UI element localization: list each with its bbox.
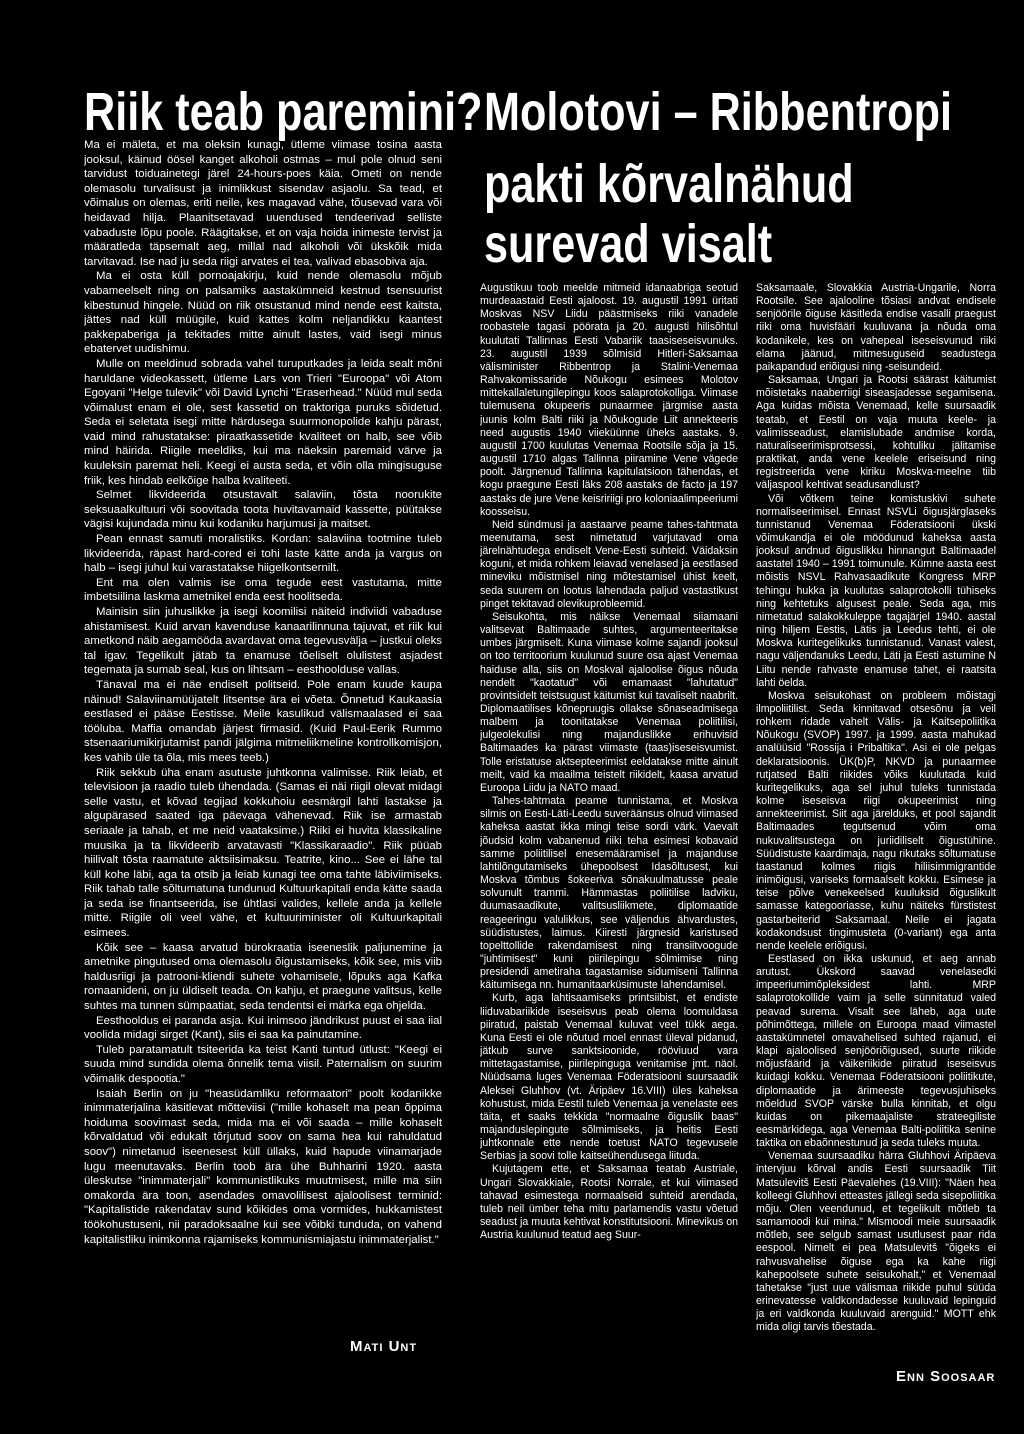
right-article-body-col-1: [480, 282, 738, 1392]
author-name-part: NT: [400, 1342, 418, 1354]
article-paragraph: Kurb, aga lahtisaamiseks printsiibist, et endiste liiduvabariikide iseseisvus peab olema loomuldasa piiratud, paistab Venemaal kuluvat veel tükk aega. Kuna Eesti ei ole nõutud moel ennast üleval pidanud, jätkub surve sanktsioonide, rööviuud vara mittetagastamise, piirilepinguga venitamise jmt. näol. Nüüdsama luges Venemaa Föderatsiooni suursaadik Aleksei Gluhhov (vt. Äripäev 16.VIII) üles kaheksa kohustust, mida Eestil tuleb Venemaa ja venelaste ees täita, et saaks tekkida "normaalne õiguslik baas" majanduslepingute sõlmimiseks, ja heitis Eesti juhtkonnale ette nende toetust NATO tegevusele Serbias ja soovi tolle kaitseühendusega liituda.: [480, 992, 738, 1163]
article-paragraph: Selmet likvideerida otsustavalt salaviin, tõsta noorukite seksuaalkultuuri või soovitada toota huvitavamaid kassette, püütakse vägisi kujundada minu kui kodaniku harjumusi ja maitset.: [84, 489, 442, 531]
article-paragraph: Pean ennast samuti moralistiks. Kordan: salaviina tootmine tuleb likvideerida, räpast hard-cored ei tohi laste kätte anda ja vargus on halb – isegi juhul kui varastatakse hiigelkontsernilt.: [84, 533, 442, 575]
author-name-part: NN: [907, 1372, 925, 1384]
article-paragraph: Moskva seisukohast on probleem mõistagi ilmpoliitilist. Seda kinnitavad otsesõnu ja veil rohkem ridade vahelt Välis- ja Kaitsepoliitika Nõukogu (SVOP) 1997. ja 1999. aasta mahukad analüüsid "Rossija i Pribaltika". Asi ei ole pelgas deklaratsioonis. ÜK(b)P, NKVD ja punaarmee rutjatsed Balti riikides võiks kuulutada kuid kuritegelikuks, aga sel juhul tuleks tunnistada kolme iseseisva riigi okupeerimist ning annekteerimist. Siit aga järelduks, et pool sajandit Baltimaades tegutsenud võim oma nukuvalitsustega on juriidiliselt õigustühine. Süüdistuste kaardimaja, nagu rikutaks sõltumatuse taastanud kolmes riigis hiliisimmigrantide inimõigusi, variseks formaalselt kokku. Esimese ja teise põlve venekeelsed kuuluksid õiguslikult samasse kategooriasse, kuhu näiteks fürstistest gastarbeiterid Saksamaal. Neile ei jagata kodakondsust tingimusteta (0-variant) ega anta nende keelele eriõigusi.: [756, 689, 996, 952]
article-paragraph: Augustikuu toob meelde mitmeid idanaabriga seotud murdeaastaid Eesti ajaloost. 19. augustil 1991 üritati Moskvas NSV Liidu päästmiseks riiki vanadele roobastele tagasi pöörata ja 20. augusti hilisõhtul kuulutati Tallinnas Eesti Vabariik taasiseseisvunuks. 23. augustil 1939 sõlmisid Hitleri-Saksamaa välisminister Ribbentrop ja Stalini-Venemaa Rahvakomissaride Nõukogu esimees Molotov mittekallaletungilepingu koos salaprotokolliga. Viimase tulemusena okupeeris punaarmee järgmise aasta juunis kolm Balti riiki ja Nõukogude Liit annekteeris need augustis 1940 viieküünne üheks aastaks. 9. augustil 1700 kuulutas Venemaa Rootsile sõja ja 15. augustil 1710 algas Tallinna piiramine Vene vägede poolt. Järgnenud Tallinna kapitulatsioon tähendas, et kogu praegune Eesti läks 208 aastaks de facto ja 197 aastaks de jure Vene keisririigi pro koloniaalimpeeriumi koosseisu.: [480, 282, 738, 518]
article-paragraph: Neid sündmusi ja aastaarve peame tahes-tahtmata meenutama, sest nimetatud varjutavad oma järelnähtudega endiselt Vene-Eesti suhteid. Väidaksin koguni, et mida rohkem leiavad venelased ja eestlased mineviku mõistmisel ning mõtestamisel ühist keelt, seda suurem on lootus lahendada paljud vastastikust pinget tekitavad olevikuprobleemid.: [480, 518, 738, 610]
right-article-author: [896, 1368, 995, 1385]
article-paragraph: Kujutagem ette, et Saksamaa teatab Austriale, Ungari Slovakkiale, Rootsi Norrale, et kui viimased tahavad esimestega normaalseid suhteid arendada, tuleb neil ümber teha mitu parlamendis vastu võetud seadust ja muuta kehtivat konstitutsiooni. Minevikus on Austria kuulunud teatud aeg Suur-: [480, 1163, 738, 1242]
article-paragraph: Eesthooldus ei paranda asja. Kui inimsoo jändrikust puust ei saa iial voolida midagi sirget (Kant), siis ei saa ka painutamine.: [84, 1014, 442, 1042]
article-paragraph: Tänaval ma ei näe endiselt politseid. Pole enam kuude kaupa näinud! Salaviinamüüjatelt litsentse ära ei võeta. Õnnetud Kaukaasia eestlased ei pääse Eestisse. Meile kasulikud välismaalased ei saa tööluba. Maffia omandab järjest firmasid. (Kuid Paul-Eerik Rummo stsenaariumikirjutamist pandi jälgima mitmeliikmeline kontrollkomisjon, kes vahib üle ta õla, mis mees teeb.): [84, 678, 442, 764]
author-name-part: OOSAAR: [941, 1372, 996, 1384]
article-paragraph: Ma ei osta küll pornoajakirju, kuid nende olemasolu mõjub vabameelselt ning on palsamiks aastakümneid kestnud tsensuurist kibestunud hingele. Nüüd on riik otsustanud mind nende eest kaitsta, jättes nad küll müügile, kuid kattes kolm neljandikku kaantest pakkepaberiga ja tekitades mitte ainult lastes, vaid isegi minus ebatervet uudishimu.: [84, 270, 442, 356]
article-paragraph: Ma ei mäleta, et ma oleksin kunagi, ütleme viimase tosina aasta jooksul, käinud öösel kanget alkoholi ostmas – mul pole olnud seni tarvidust toiduainetegi järel 24-hours-poes käia. Ometi on nende olemasolu turvalisust ja inimlikkust sisendav asjaolu. Sa tead, et võimalus on olemas, eriti neile, kes magavad vähe, tõusevad vara või heidavad hilja. Plaanitsetavad uuendused tendeerivad selliste vabaduste lõpu poole. Räägitakse, et on vaja hoida inimeste tervist ja määratleda täpsemalt aeg, millal nad alkoholi või ükskõik mida tarvitavad. Ise nad ju seda riigi arvates ei tea, valivad ebasobiva aja.: [84, 139, 442, 268]
article-paragraph: Tuleb paratamatult tsiteerida ka teist Kanti tuntud ütlust: "Keegi ei suuda mind sundida olema õnnelik tema viisil. Paternalism on suurim võimalik despootia.": [84, 1043, 442, 1085]
author-initial: E: [896, 1368, 908, 1385]
article-paragraph: Või võtkem teine komistuskivi suhete normaliseerimisel. Ennast NSVLi õigusjärglaseks tunnistanud Venemaa Föderatsiooni ükski võimukandja ei ole möödunud kaheksa aasta jooksul andnud õiguslikku hinnangut Baltimaadel aastatel 1940 – 1991 toimunule. Kümne aasta eest mõistis NSVL Rahvasaadikute Kongress MRP tehingu hukka ja kuulutas salaprotokolli tühiseks ning kehtetuks algusest peale. Seda aga, mis nimetatud salakokkuleppe tagajärjel 1940. aastal ning hiljem Eestis, Lätis ja Leedus tehti, ei ole Moskva kuritegelikuks tunnistanud. Vanast valest, nagu väljendanuks Leedu, Läti ja Eesti astumine N Liitu nende rahvaste enamuse tahet, ei raatsita lahti öelda.: [756, 492, 996, 689]
article-paragraph: Isaiah Berlin on ju "heasüdamliku reformaatori" poolt kodanikke inimmaterjalina käsitlevat mõtteviisi ("mille kohaselt ma pean õppima hoiduma soovimast seda, mida ma ei või saada – mille kohaselt kõrvaldatud või edukalt tõrjutud soov on sama hea kui rahuldatud soov") nimetanud iseenesest küll üllaks, kuid hapude viinamarjade lugu meenutavaks. Berlin toob ära ühe Buhharini 1920. aasta üleskutse "inimmaterjali" kommunistlikuks muutmisest, mille ma siin omakorda ära toon, asendades omavolilisest ajaloolisest terminid: "Kapitalistide rakendatav sund kõikides oma vormides, hukkamistest töökohustuseni, nii paradoksaalne kui see võibki tunduda, on vahend kapitalistliku inimkonna rajamiseks kommunismiajastu inimmaterjalist.": [84, 1087, 442, 1246]
author-initial: U: [388, 1338, 401, 1355]
article-paragraph: Seisukohta, mis näikse Venemaal siiamaani valitsevat Baltimaade suhtes, argumenteeritakse umbes järgmiselt. Kuna viimase kolme sajandi jooksul on too territoorium kuulunud suure osa ajast Venemaa haiduse alla, siis on Moskval ajaloolise õigus nõuda nendelt "kaotatud" või emamaast "lahutatud" provintsidelt teistsugust käitumist kui tavaliselt naabrilt. Diplomaatilises kõnepruugis ollakse sõnaseadmisega malbem ja toonitatakse Venemaa poliitilisi, julgeolekulisi ning majanduslikke erihuvisid Baltimaades ka pärast viimaste (taas)iseseisvumist. Tolle eristatuse aktsepteerimist eeldatakse mitte ainult meilt, vaid ka maailma teistelt riikidelt, kaasa arvatud Euroopa Liidu ja NATO maad.: [480, 610, 738, 794]
article-paragraph: Mainisin siin juhuslikke ja isegi koomilisi näiteid indiviidi vabaduse ahistamisest. Kuid arvan kavenduse kanaarilinnuna tajuvat, et riik kui ametkond näib aegamööda avardavat oma tegevusvälja – justkui oleks tal igav. Tegelikult jätab ta enamuse tõeliselt olulistest asjadest tegemata ja sumab seal, kus on lihtsam – eesthoolduse vallas.: [84, 606, 442, 677]
right-article-headline-line-3: surevad visalt: [484, 214, 773, 274]
author-name-part: ATI: [363, 1342, 384, 1354]
right-article-headline-line-1: Molotovi – Ribbentropi: [484, 82, 952, 142]
right-article-headline-line-2: pakti kõrvalnähud: [484, 154, 854, 214]
left-article-headline: Riik teab paremini?: [84, 82, 483, 142]
article-paragraph: Kõik see – kaasa arvatud bürokraatia iseeneslik paljunemine ja ametnike pingutused oma olemasolu õigustamiseks, kõik see, mis viib haldusriigi ja patrooni-kliendi suhete vohamisele, lõpuks aga Kafka romaanideni, on ju üldiselt teada. On kahju, et praegune valitsus, kelle suhtes ma tunnen sümpaatiat, seda tendentsi ei märka ega ohjelda.: [84, 941, 442, 1013]
article-paragraph: Riik sekkub üha enam asutuste juhtkonna valimisse. Riik leiab, et televisioon ja raadio tuleb ühendada. (Samas ei näi riigil olevat midagi selle vastu, et kõvad tegijad kokkuhoiu eesmärgil lahti lastakse ja algupärased saated iga päevaga vähenevad. Riik ise armastab seriaale ja tahab, et me neid vaataksime.) Riiki ei huvita klassikaline muusika ja ta likvideerib arvatavasti "Klassikaraadio". Riik püüab hiilivalt tõsta raamatute aktsiisimaksu. Teatrite, kino... See ei lähe tal küll kohe läbi, aga ta otsib ja leiab kunagi tee oma tahte läbiviimiseks. Riik tahab talle sõltumatuna tundunud Kultuurkapitali enda kätte saada ja seda ise finantseerida, ise ühtlasi valides, kellele anda ja kellele mitte. Riigile oli veel vähe, et kultuuriminister oli Kultuurkapitali esimees.: [84, 766, 442, 940]
article-paragraph: Saksamaa, Ungari ja Rootsi säärast käitumist mõistetaks naaberriigi siseasjadesse segamisena. Aga kuidas mõista Venemaad, kelle suursaadik teatab, et Eestil on vaja muuta keele- ja valimisseadust, elamislubade andmise korda, naturaliseerimisprotsessi, kohtuliku jälitamise praktikat, anda vene keelele eriseisund ning registreerida vene kiriku Moskva-meelne tiib väljaspool kehtivat seadusandlust?: [756, 374, 996, 492]
article-paragraph: Ent ma olen valmis ise oma tegude eest vastutama, mitte imbetsiilina laskma ametnikel enda eest hoolitseda.: [84, 576, 442, 604]
left-article-body: [84, 138, 442, 1378]
left-article-author: [350, 1338, 417, 1355]
right-article-body-col-2: [756, 282, 996, 1372]
author-initial: M: [350, 1338, 364, 1355]
article-paragraph: Saksamaale, Slovakkia Austria-Ungarile, Norra Rootsile. See ajalooline tõsiasi andvat endisele senjöörile õiguse käsitleda endise vasalli praegust riiki oma huvisfääri kuuluvana ja nõuda oma kodanikele, kes on vahepeal iseseisvunud riiki elama jäänud, mitmesuguseid seadustega paikapandud eriõigusi ning -seisundeid.: [756, 282, 996, 373]
author-initial: S: [930, 1368, 942, 1385]
article-paragraph: Tahes-tahtmata peame tunnistama, et Moskva silmis on Eesti-Läti-Leedu suveräänsus olnud viimased kaheksa aastat ikka mingi teise sordi värk. Vaevalt jõudsid kolm vabanenud riiki teha esimesi kobavaid samme poliitilisel enesemääramisel ja majanduse lahtilõngutamiseks ühepoolsest Idasõltusest, kui Moskva tõmbus šokeeriva sõnakuulmatusse peale solvunult trammi. Hämmastas poliitilise ladviku, duumasaadikute, valitsusliikmete, diplomaatide reageeringu valulikkus, see väljendus ähvardustes, süüdistustes, laimus. Kiiresti järgnesid karistused topelttollide rakendamisest ning transiitvoogude "juhtimisest" kuni piirilepingu sõlmimise ning presidendi ametiraha tagastamise sidumiseni Tallinna käitumisega nn. humanitaarküsimuste lahendamisel.: [480, 795, 738, 992]
article-paragraph: Eestlased on ikka uskunud, et aeg annab arutust. Ükskord saavad venelasedki impeeriumimõpleksidest lahti. MRP salaprotokollide vaim ja selle sünnitatud valed peavad surema. Visalt see läheb, aga uute põhimõttega, millele on Euroopa maad viimastel aastakümnetel omavahelised suhted rajanud, ei klapi ajaloolised senjööriõigused, suurte riikide mõjusfäärid ja väikeriikide piiratud iseseisvus kuidagi kokku. Venemaa Föderatsiooni poliitikute, diplomaatide ja ärimeeste tegevusjuhiseks mõeldud SVOP värske bulla kinnitab, et olgu kuidas on pikemaajaliste strateegiliste eesmärkidega, aga Venemaa Balti-poliitika senine taktika on ebaõnnestunud ja seda tuleks muuta.: [756, 952, 996, 1150]
article-paragraph: Mulle on meeldinud sobrada vahel turuputkades ja leida sealt mõni haruldane videokassett, ütleme Lars von Trieri "Euroopa" või Atom Egoyani "Helge tulevik" või David Lynchi "Eraserhead." Nüüd mul seda võimalust enam ei ole, sest kassetid on traktoriga puruks sõidetud. Seda ei seletata isegi mitte härdusega suurmonopolide kahju pärast, vaid mind rahustatakse: piraatkassetide kvaliteet on halb, see võib mind häirida. Riigile meeldiks, kui ma näeksin paremaid värve ja kuuleksin paremat heli. Keegi ei austa seda, et võin olla mingisuguse friik, kes hindab eelkõige halba kvaliteeti.: [84, 357, 442, 487]
article-paragraph: Venemaa suursaadiku härra Gluhhovi Äripäeva intervjuu kõrval andis Eesti suursaadik Tiit Matsulevitš Eesti Päevalehes (19.VIII): "Näen hea kolleegi Gluhhovi etteastes jällegi seda sisepoliitika mõju. Olen veendunud, et tegelikult mõtleb ta samamoodi kui mina." Mismoodi meie suursaadik mõtleb, see selgub samast usutlusest paar rida eespool. Nimelt ei pea Matsulevitš "õigeks ei rahvusvahelise õiguse ega ka kahe riigi kahepoolsete suhete seisukohalt," et Venemaal tahetakse "just uue välismaa riikide puhul süüda erinevatesse valdkondadesse kuuluvaid lepinguid ja eri valdkonda kuuluvaid arenguid." MOTT ehk mida oligi tarvis tõestada.: [756, 1150, 996, 1334]
